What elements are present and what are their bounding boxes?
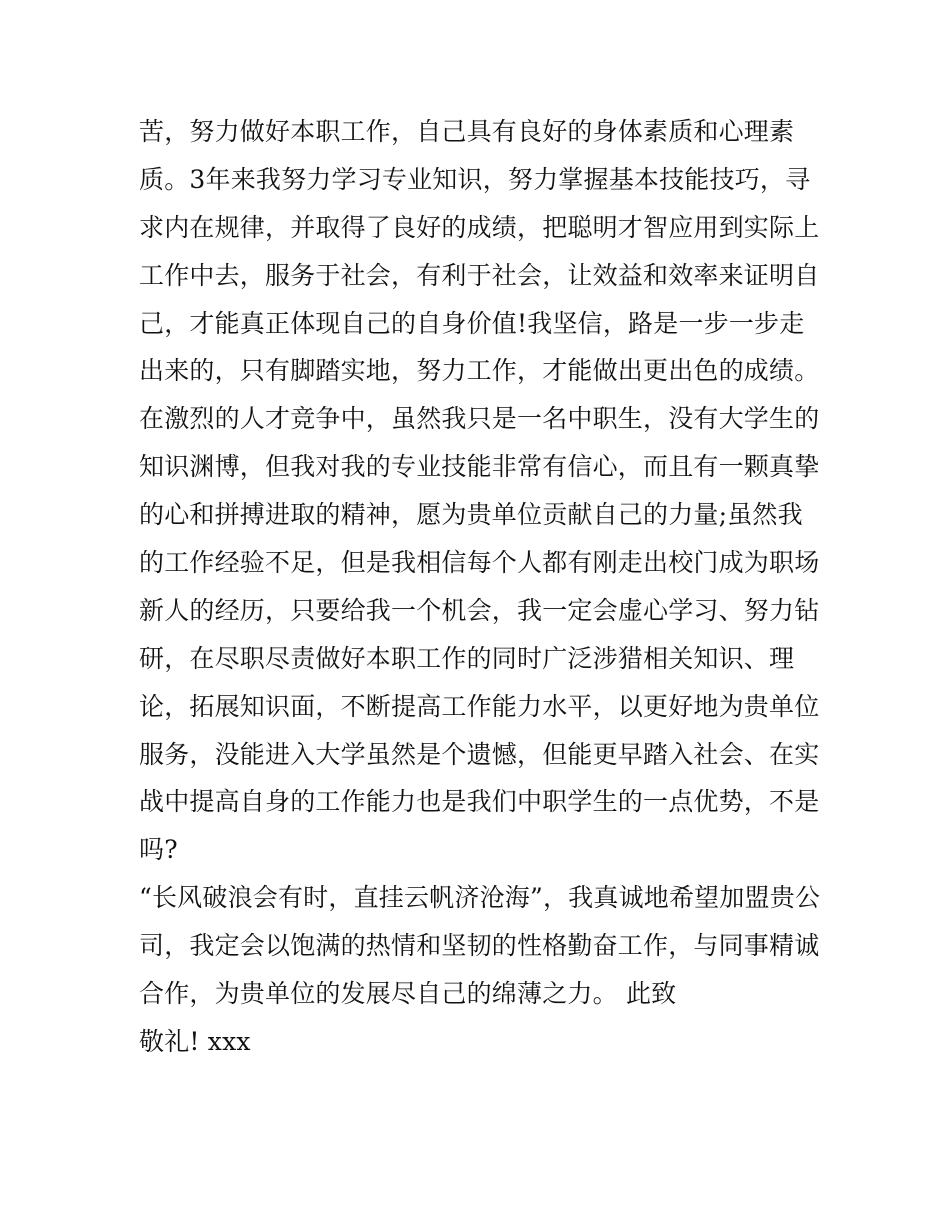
text-line: 己，才能真正体现自己的自身价值!我坚信，路是一步一步走 — [139, 308, 805, 338]
text-line: 合作，为贵单位的发展尽自己的绵薄之力。 此致 — [139, 979, 677, 1009]
text-line: 司，我定会以饱满的热情和坚韧的性格勤奋工作，与同事精诚 — [139, 931, 820, 961]
text-line: 知识渊博，但我对我的专业技能非常有信心，而且有一颗真挚 — [139, 452, 820, 482]
text-line: 在激烈的人才竞争中，虽然我只是一名中职生，没有大学生的 — [139, 404, 820, 434]
closing-line: 敬礼! xxx — [139, 1026, 251, 1056]
body-text — [139, 108, 819, 1066]
text-line: 战中提高自身的工作能力也是我们中职学生的一点优势，不是 — [139, 787, 820, 817]
text-line: 求内在规律，并取得了良好的成绩，把聪明才智应用到实际上 — [139, 212, 820, 242]
text-line: 新人的经历，只要给我一个机会，我一定会虚心学习、努力钻 — [139, 595, 820, 625]
text-line: 质。3年来我努力学习专业知识，努力掌握基本技能技巧，寻 — [139, 164, 811, 194]
text-line: 服务，没能进入大学虽然是个遗憾，但能更早踏入社会、在实 — [139, 739, 820, 769]
text-line: “长风破浪会有时，直挂云帆济沧海”，我真诚地希望加盟贵公 — [139, 883, 821, 913]
text-line: 论，拓展知识面，不断提高工作能力水平，以更好地为贵单位 — [139, 691, 820, 721]
text-line: 的心和拼搏进取的精神，愿为贵单位贡献自己的力量;虽然我 — [139, 500, 803, 530]
text-line: 工作中去，服务于社会，有利于社会，让效益和效率来证明自 — [139, 260, 820, 290]
text-line: 研，在尽职尽责做好本职工作的同时广泛涉猎相关知识、理 — [139, 643, 795, 673]
text-line: 苦，努力做好本职工作，自己具有良好的身体素质和心理素 — [139, 117, 795, 146]
text-line: 出来的，只有脚踏实地，努力工作，才能做出更出色的成绩。 — [139, 356, 820, 386]
text-line: 的工作经验不足，但是我相信每个人都有刚走出校门成为职场 — [139, 548, 820, 578]
text-line: 吗? — [139, 835, 178, 865]
